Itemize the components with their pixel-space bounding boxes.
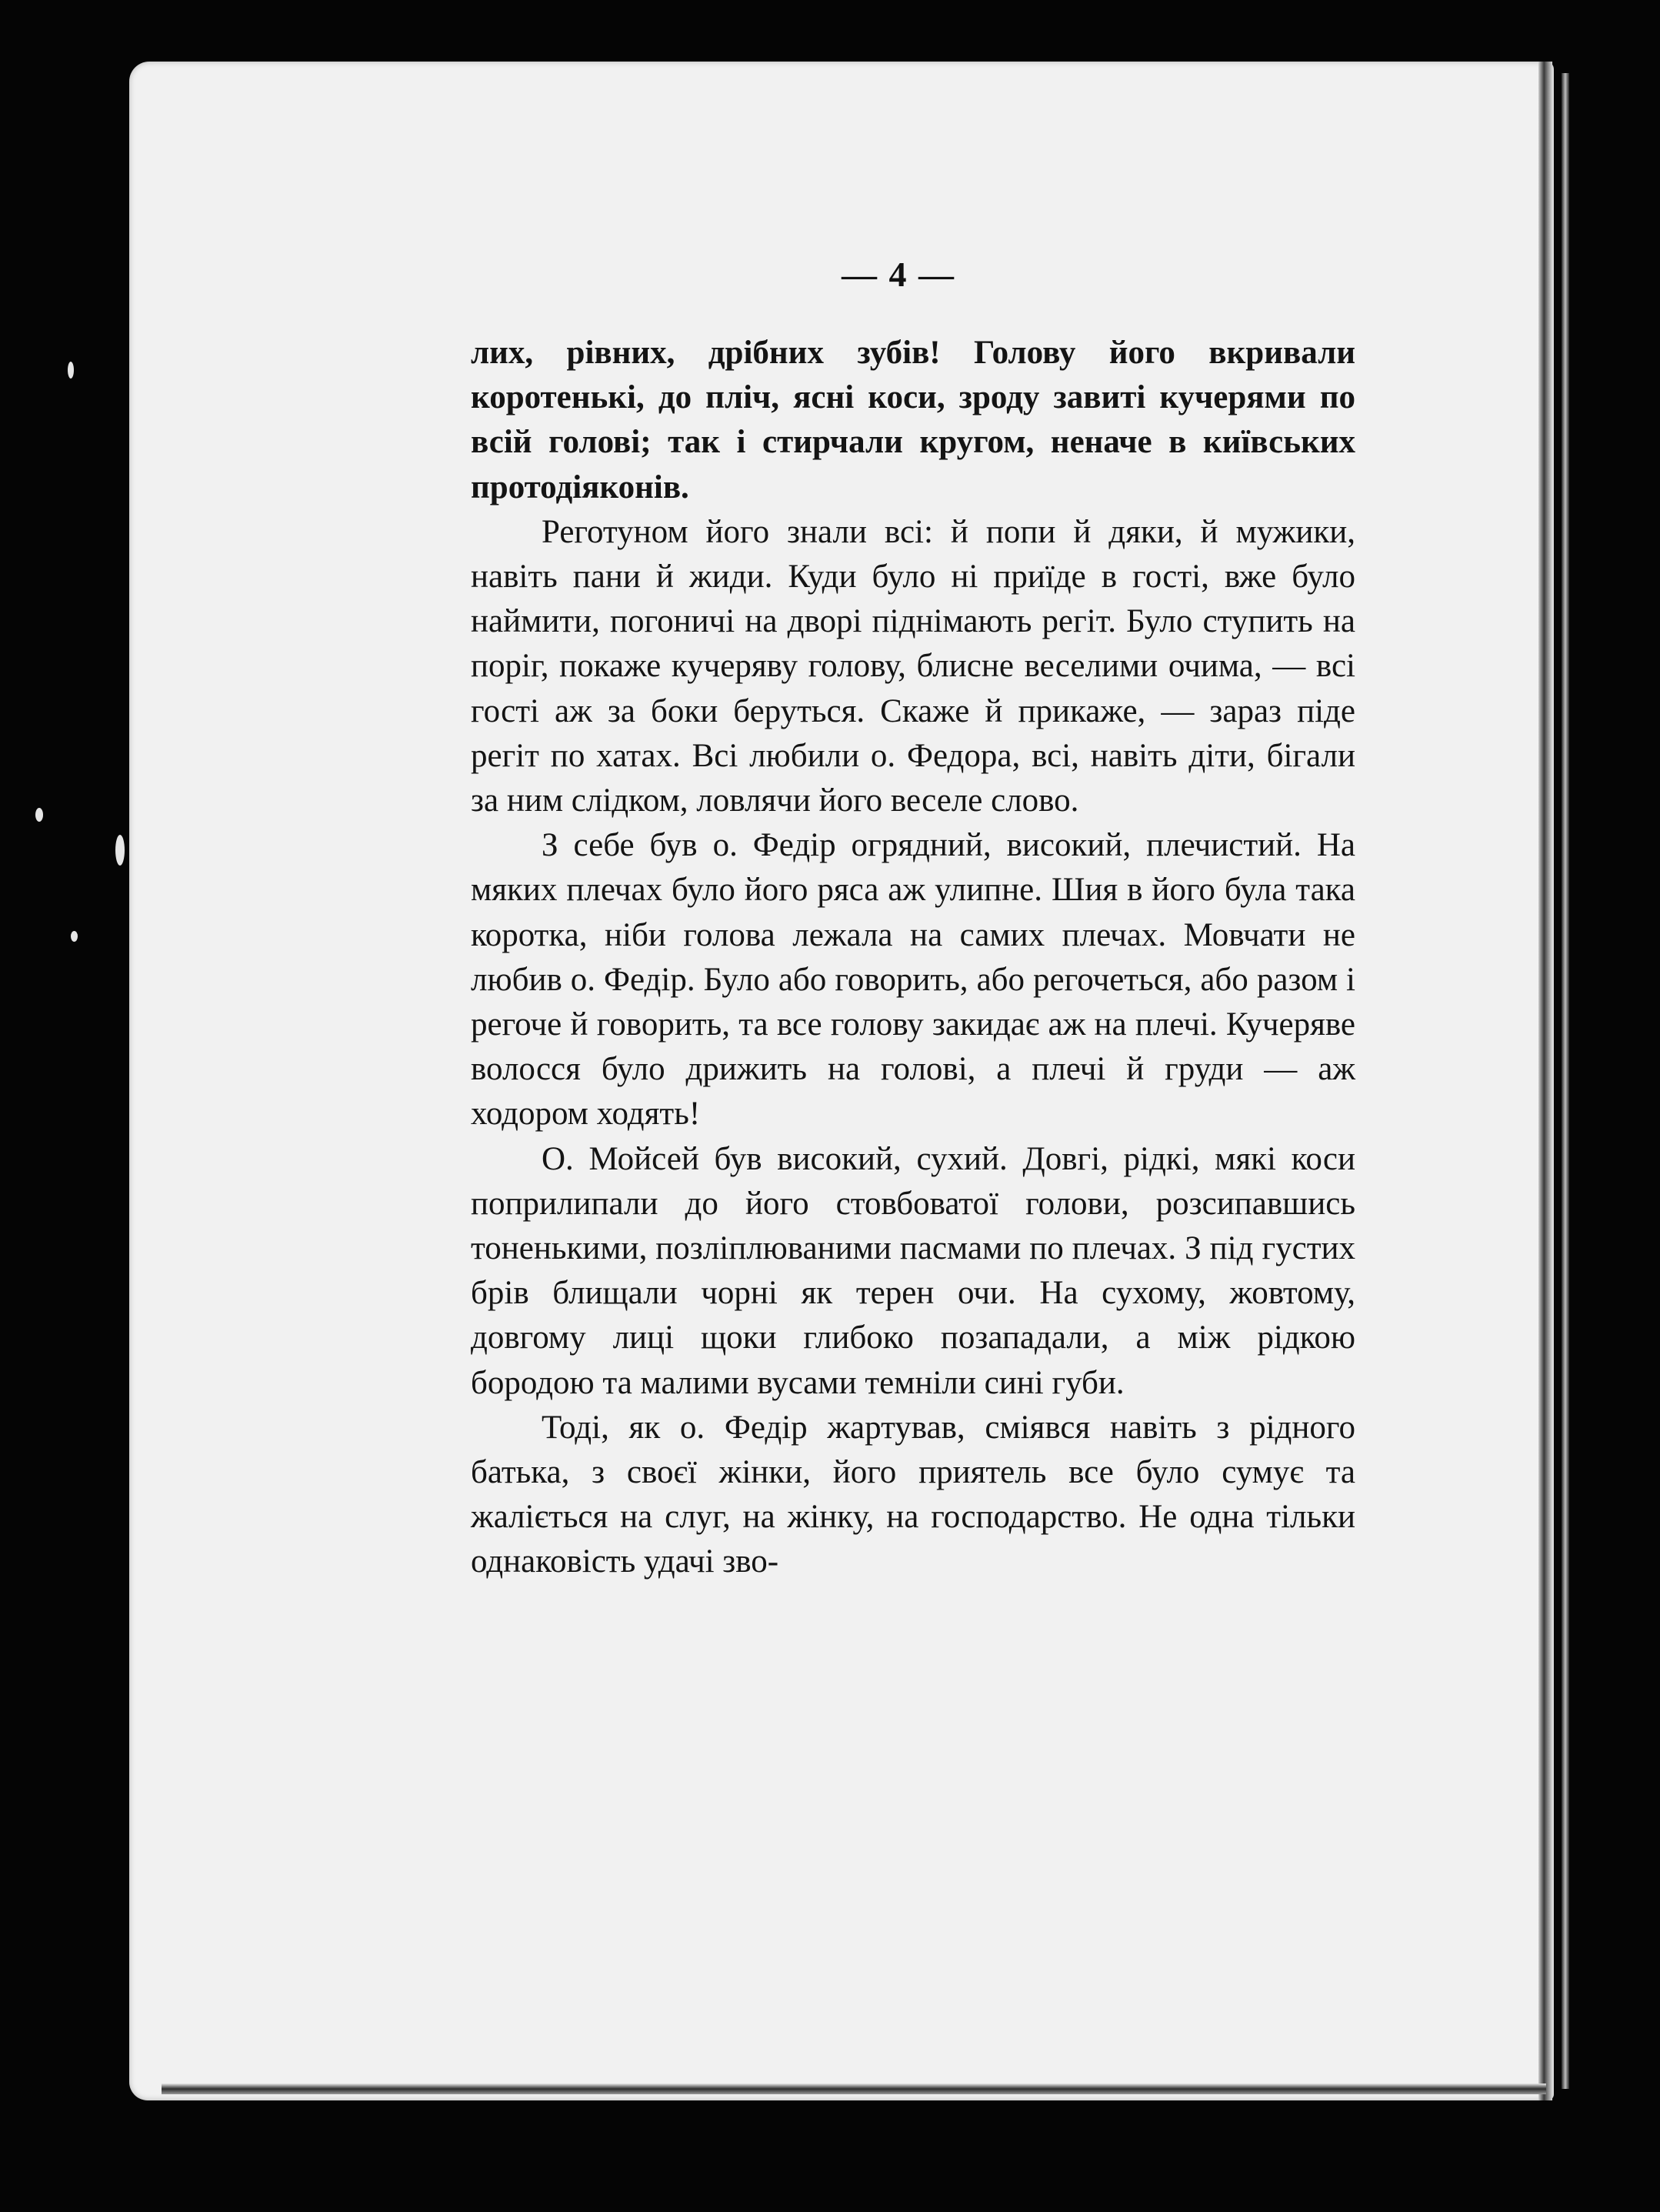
page-edge-bottom: [162, 2084, 1546, 2094]
paragraph-4: О. Мойсей був високий, сухий. Довгі, рідкі, мякі коси поприлипали до його стовбоватої голови, розсипавшись тоненькими, позліплюваними пасмами по плечах. З під густих брів блищали чорні як терен очи. На сухому, жовтому, довгому лиці щоки глибоко позападали, а між рідкою бородою та малими вусами темніли сині губи.: [471, 1140, 1355, 1401]
paragraph-1: лих, рівних, дрібних зубів! Голову його вкривали коротенькі, до пліч, ясні коси, зроду завиті кучерями по всій голові; так і стирчали кругом, неначе в київських протодіяконів.: [471, 335, 1355, 505]
paragraph-5: Тоді, як о. Федір жартував, сміявся навіть з рідного батька, з своєї жінки, його приятель все було сумує та жаліється на слуг, на жінку, на господарство. Не одна тільки однаковість удачі зво-: [471, 1409, 1355, 1580]
page-number: — 4 —: [842, 255, 955, 294]
paragraph-2: Реготуном його знали всі: й попи й дяки, й мужики, навіть пани й жиди. Куди було ні приїде в гості, вже було наймити, погоничі на дворі піднімають регіт. Було ступить на поріг, покаже кучеряву голову, блисне веселими очима, — всі гості аж за боки беруться. Скаже й прикаже, — зараз піде регіт по хатах. Всі любили о. Федора, всі, навіть діти, бігали за ним слідком, ловлячи його веселе слово.: [471, 513, 1355, 819]
paragraph-3: З себе був о. Федір огрядний, високий, плечистий. На мяких плечах було його ряса аж улипне. Шия в його була така коротка, ніби голова лежала на самих плечах. Мовчати не любив о. Федір. Було або говорить, або регочеться, або разом і регоче й говорить, та все голову закидає аж на плечі. Кучеряве волосся було дрижить на голові, а плечі й груди — аж ходором ходять!: [471, 827, 1355, 1133]
page-body-text: [471, 331, 1355, 1585]
page-edge-binding: [1562, 73, 1569, 2089]
page-edge-right: [1538, 62, 1552, 2100]
